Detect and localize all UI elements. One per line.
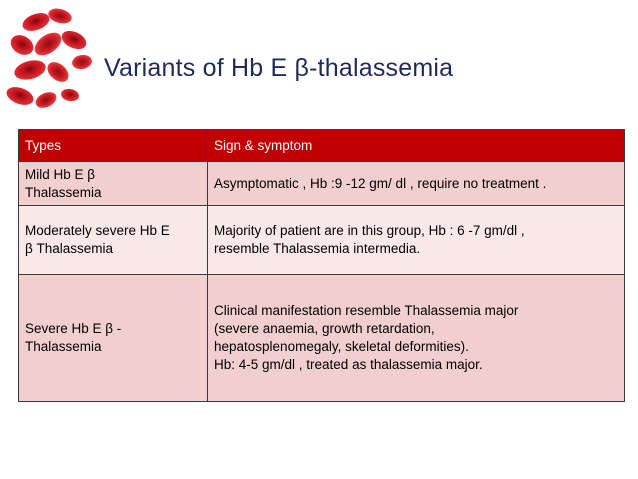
sign-line: resemble Thalassemia intermedia. (214, 241, 421, 256)
sign-line: hepatosplenomegaly, skeletal deformities). (214, 339, 469, 354)
type-line: β Thalassemia (25, 241, 114, 256)
sign-line: Hb: 4-5 gm/dl , treated as thalassemia major. (214, 357, 483, 372)
sign-cell (208, 162, 625, 206)
type-line: Severe Hb E β - (25, 321, 122, 336)
sign-line: Asymptomatic , Hb :9 -12 gm/ dl , require no treatment . (214, 175, 547, 191)
sign-cell (208, 275, 625, 402)
type-line: Thalassemia (25, 184, 102, 200)
type-cell (19, 275, 208, 402)
type-line: Moderately severe Hb E (25, 223, 170, 238)
type-line: Mild Hb E β (25, 166, 96, 182)
type-cell (19, 206, 208, 275)
header-sign-symptom: Sign & symptom (208, 130, 625, 162)
header-types: Types (19, 130, 208, 162)
cell-group (4, 6, 93, 111)
type-line: Thalassemia (25, 339, 102, 354)
sign-line: Clinical manifestation resemble Thalassemia major (214, 303, 519, 318)
slide-title: Variants of Hb E β-thalassemia (104, 54, 454, 82)
sign-line: (severe anaemia, growth retardation, (214, 321, 435, 336)
red-blood-cells-icon (0, 0, 110, 118)
type-cell (19, 162, 208, 206)
table-header-row (19, 130, 625, 162)
sign-line: Majority of patient are in this group, Hb : 6 -7 gm/dl , (214, 223, 525, 238)
table-row (19, 206, 625, 275)
variants-table (18, 129, 625, 402)
table-row (19, 275, 625, 402)
table-row (19, 162, 625, 206)
sign-cell (208, 206, 625, 275)
